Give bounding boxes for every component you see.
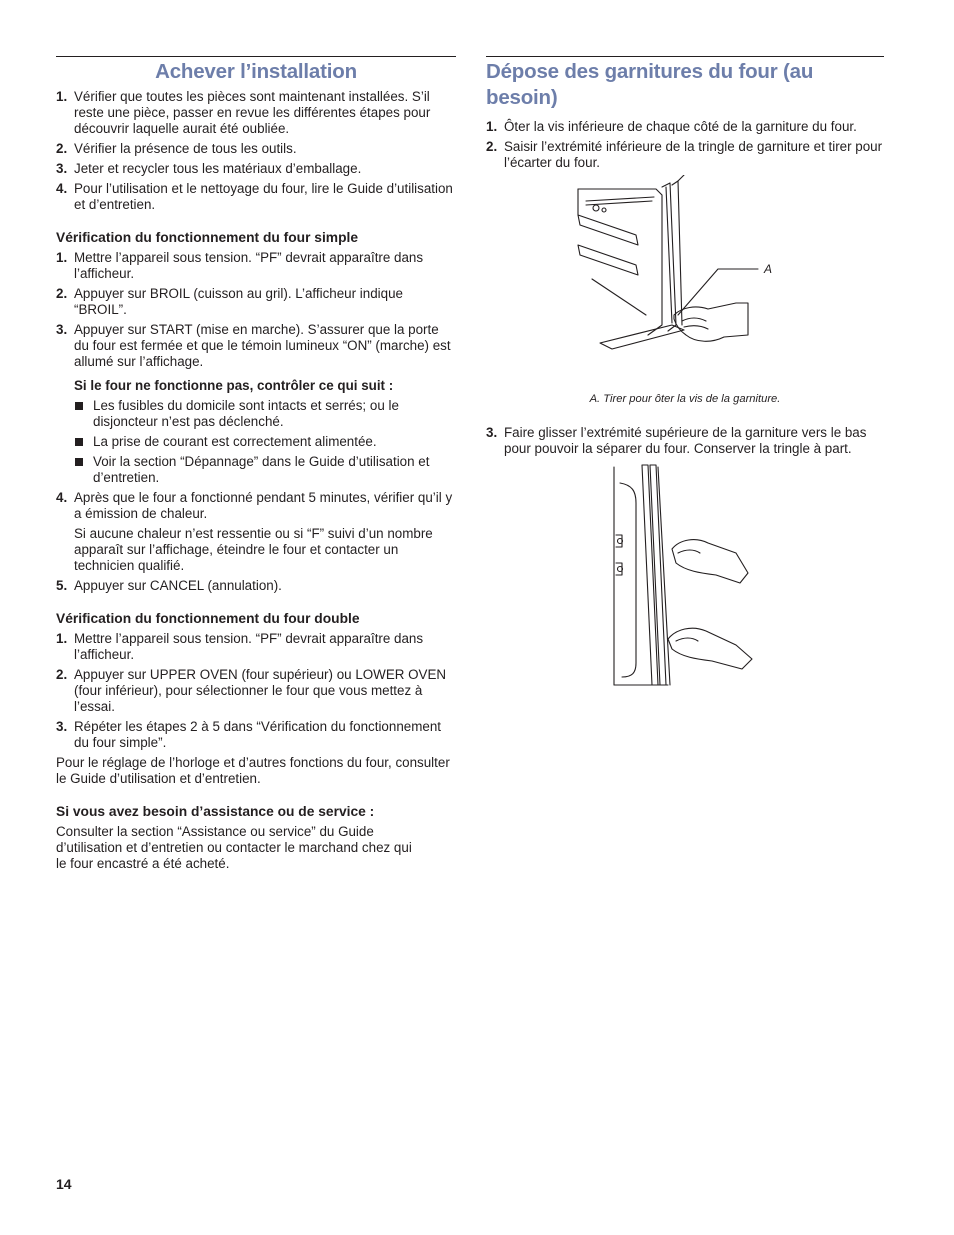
step-number: 3. [486,425,498,440]
step-text: Ôter la vis inférieure de chaque côté de la garniture du four. [504,119,857,134]
step4-followup: Si aucune chaleur n’est ressentie ou si “F” suivi d’un nombre apparaît sur l’affichage, éteindre le four et contacter un technicien qualifié. [74,526,433,573]
right-top-rule [486,56,884,57]
bullet-square-icon [75,458,83,466]
oven-rack-upper [578,215,638,245]
step-number: 1. [56,631,68,646]
list-item [56,286,456,318]
bullet-square-icon [75,438,83,446]
subsection-title-service: Si vous avez besoin d’assistance ou de service : [56,804,375,819]
check-note: Si le four ne fonctionne pas, contrôler ce qui suit : [74,378,394,393]
page-number: 14 [56,1176,72,1192]
step-text: Appuyer sur UPPER OVEN (four supérieur) ou LOWER OVEN (four inférieur), pour sélectionner le four que vous mettez à l’essai. [74,667,447,714]
callout-leader-line [678,269,758,315]
list-item [56,250,456,282]
list-item [56,141,456,157]
step-number: 3. [56,161,68,176]
list-item [56,490,456,522]
step-text: Vérifier que toutes les pièces sont maintenant installées. S’il reste une pièce, passer en revue les différentes étapes pour découvrir laquelle aurait été oubliée. [74,89,431,136]
bullet-item [56,398,456,430]
subsection-title-double: Vérification du fonctionnement du four double [56,611,360,626]
bullet-item [56,434,456,450]
figure-1-caption: A. Tirer pour ôter la vis de la garniture. [589,393,781,405]
oven-rack-lower [578,245,638,275]
figure-callout-a: A [764,262,773,276]
oven-frame-outline [578,189,662,335]
list-item [56,719,456,751]
list-item [56,89,456,137]
trim-removal-figure-2 [486,463,884,693]
step-number: 2. [486,139,498,154]
bullet-text: Les fusibles du domicile sont intacts et serrés; ou le disjoncteur n’est pas déclenché. [93,398,399,429]
step-text: Faire glisser l’extrémité supérieure de la garniture vers le bas pour pouvoir la séparer du four. Conserver la tringle à part. [504,425,867,456]
list-item [56,578,456,594]
trim-rail [642,465,658,685]
right-column [486,56,884,693]
step-number: 1. [486,119,498,134]
list-item [486,139,884,171]
bullet-text: La prise de courant est correctement alimentée. [93,434,377,449]
step-number: 5. [56,578,68,593]
bullet-text: Voir la section “Dépannage” dans le Guide d’utilisation et d’entretien. [93,454,430,485]
step-text: Jeter et recycler tous les matériaux d’emballage. [74,161,362,176]
list-item [56,667,456,715]
list-item [486,425,884,457]
intro-steps [56,89,456,213]
step-text: Appuyer sur START (mise en marche). S’assurer que la porte du four est fermée et que le témoin lumineux “ON” (marche) est allumé sur l’affichage. [74,322,451,369]
hand-lower-outline [668,628,752,669]
list-item [56,322,456,370]
list-item [56,161,456,177]
step-number: 2. [56,286,68,301]
step-number: 4. [56,181,68,196]
step-number: 1. [56,250,68,265]
bullet-square-icon [75,402,83,410]
step-text: Appuyer sur BROIL (cuisson au gril). L’afficheur indique “BROIL”. [74,286,403,317]
hand-upper-outline [672,540,748,583]
trim-removal-figure-1 [486,175,884,385]
step-text: Après que le four a fonctionné pendant 5 minutes, vérifier qu’il y a émission de chaleur. [74,490,453,521]
left-column [56,56,456,876]
step-number: 2. [56,141,68,156]
step-text: Mettre l’appareil sous tension. “PF” devrait apparaître dans l’afficheur. [74,631,424,662]
left-top-rule [56,56,456,57]
step-number: 2. [56,667,68,682]
double-after-text: Pour le réglage de l’horloge et d’autres fonctions du four, consulter le Guide d’utilisation et d’entretien. [56,755,450,786]
list-item [486,119,884,135]
step-text: Pour l’utilisation et le nettoyage du four, lire le Guide d’utilisation et d’entretien. [74,181,453,212]
step-text: Saisir l’extrémité inférieure de la tringle de garniture et tirer pour l’écarter du four. [504,139,883,170]
step-number: 1. [56,89,68,104]
list-item [56,631,456,663]
step-number: 3. [56,719,68,734]
section-title-depose: Dépose des garnitures du four (au besoin) [486,60,814,109]
bullet-item [56,454,456,486]
section-title-achever: Achever l’installation [155,60,357,83]
service-text: Consulter la section “Assistance ou service” du Guide d’utilisation et d’entretien ou contacter le marchand chez qui le four encastré a été acheté. [56,824,412,871]
step-text: Répéter les étapes 2 à 5 dans “Vérification du fonctionnement du four simple”. [74,719,441,750]
step-text: Appuyer sur CANCEL (annulation). [74,578,282,593]
hand-outline [674,303,748,341]
step-text: Mettre l’appareil sous tension. “PF” devrait apparaître dans l’afficheur. [74,250,424,281]
step-number: 3. [56,322,68,337]
step-text: Vérifier la présence de tous les outils. [74,141,297,156]
step-number: 4. [56,490,68,505]
list-item [56,181,456,213]
subsection-title-simple: Vérification du fonctionnement du four simple [56,230,359,245]
